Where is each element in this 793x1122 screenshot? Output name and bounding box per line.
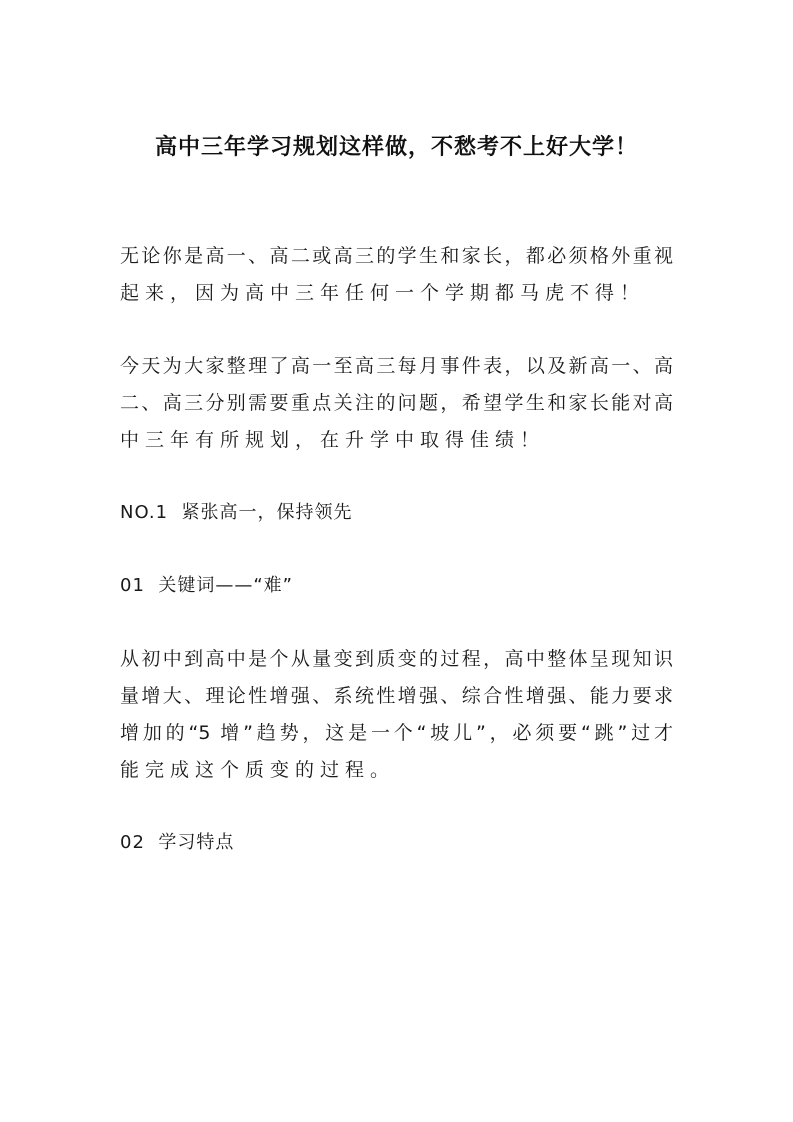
paragraph-3-line: 从初中到高中是个从量变到质变的过程，高中整体呈现知识 [120, 648, 673, 670]
paragraph-2-line: 今天为大家整理了高一至高三每月事件表，以及新高一、高 [120, 355, 673, 377]
subsection-heading: 02 学习特点 [120, 832, 235, 853]
document-title: 高中三年学习规划这样做，不愁考不上好大学！ [154, 135, 638, 160]
subsection-heading: 01 关键词——“难” [120, 575, 293, 596]
paragraph-3-line: 能完成这个质变的过程。 [120, 759, 396, 781]
paragraph-2-line: 中三年有所规划，在升学中取得佳绩！ [120, 429, 546, 451]
paragraph-2-line: 二、高三分别需要重点关注的问题，希望学生和家长能对高 [120, 392, 673, 414]
paragraph-3-line: 量增大、理论性增强、系统性增强、综合性增强、能力要求 [120, 685, 673, 707]
paragraph-1-line: 起来，因为高中三年任何一个学期都马虎不得！ [120, 282, 646, 304]
section-heading: NO.1 紧张高一，保持领先 [120, 502, 353, 523]
paragraph-3-line: 增加的“5 增”趋势，这是一个“坡儿”，必须要“跳”过才 [120, 722, 673, 744]
paragraph-1-line: 无论你是高一、高二或高三的学生和家长，都必须格外重视 [120, 245, 673, 267]
